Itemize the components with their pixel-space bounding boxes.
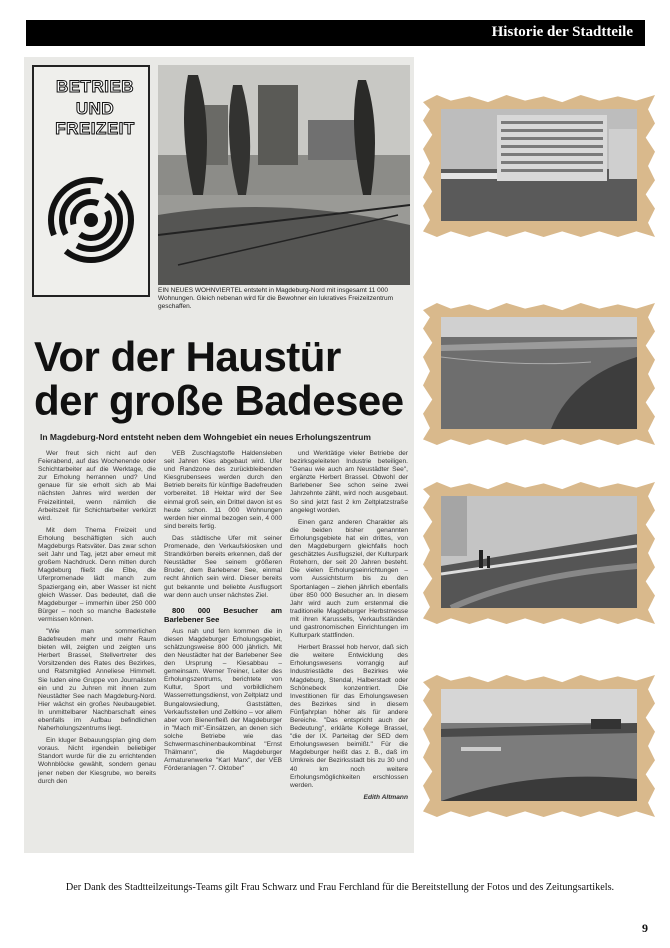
lakeshore-walk-image <box>441 496 637 608</box>
apartment-blocks-image <box>441 109 637 221</box>
paragraph: VEB Zuschlagstoffe Haldensleben seit Jahren Kies abgebaut wird. Ufer und Randzone des zurückbleibenden Kiesgrubensees werden durch den Betrieb bereits für künftige Badefreuden vorbereitet. 18 Hektar wird der See einmal groß sein, ein Drittel davon ist es heute schon. 11 000 Wohnungen werden hier einmal bezogen sein, 4 000 sind bereits fertig. <box>164 450 282 530</box>
headline-line-1: Vor der Haustür <box>34 333 341 380</box>
historic-photo <box>441 496 637 608</box>
paragraph: Wer freut sich nicht auf den Feierabend, auf das Wochenende oder Schichtarbeiter auf die Werktage, die zur Erholung herrannen und? Und genaue für sie erholt sich ab Mai nächsten Jahres wird werden der Freizeitinteil, wenn nämlich die Arbeitszeit für Schichtarbeiter verkürzt wird. <box>38 450 156 522</box>
logo-line-2: UND FREIZEIT <box>55 99 135 138</box>
article-column-1 <box>38 450 156 848</box>
photo-frame-2 <box>423 303 655 445</box>
paragraph: "Wie man sommerlichen Badefreuden mehr und mehr Raum bieten will, zeigten und zeigten uns Herbert Brassel, Stellvertreter des Vorsitzenden des Rates des Bezirkes, und Ratsmitglied Anneliese Himmelt. Sie luden eine Gruppe von Journalisten ein und zu Juhren mit ihnen zum Neustädter See nach Magdeburg-Nord. Hier wächst ein großes Neubaugebiet. In unmittelbarer Nachbarschaft eines ebenfalls im Aufbau befindlichen Naherholungszentrums liegt. <box>38 627 156 733</box>
paragraph: Ein kluger Bebauungsplan ging dem voraus. Nicht irgendein beliebiger Standort wurde für die zu errichtenden Wohnblöcke gewählt, sondern genau jener neben der Kiesgrube, wo bereits durch den <box>38 737 156 785</box>
credits-note: Der Dank des Stadtteilzeitungs-Teams gilt Frau Schwarz und Frau Ferchland für die Bereitstellung der Fotos und des Zeitungsartikels. <box>65 882 615 893</box>
newspaper-clipping <box>24 57 414 853</box>
photo-frame-4 <box>423 675 655 817</box>
historic-photo <box>441 689 637 801</box>
column-logo <box>32 65 150 297</box>
article-column-3 <box>290 450 408 848</box>
shore-excavators-image <box>441 689 637 801</box>
paragraph: Einen ganz anderen Charakter als die beiden bisher genannten Erholungsgebiete hat ein drittes, von den Magdeburgern gleichfalls hoch geschätztes Ausflugsziel, der Kulturpark Rotehorn, der seit 20 Jahren besteht. Die vielen Erholungseinrichtungen – vom Aussichtsturm bis zu den Sportanlagen – ziehen jährlich ebenfalls über 850 000 Besucher an. In diesem Jahr wird auch zum erstenmal die traditionelle Magdeburger Herbstmesse mit ihren Karussells, Verkaufsständen und gastronomischen Einrichtungen im Kulturpark stattfinden. <box>290 518 408 640</box>
photo-frame-3 <box>423 482 655 624</box>
logo-line-1: BETRIEB <box>55 77 135 96</box>
article-subtitle: In Magdeburg-Nord entsteht neben dem Wohngebiet ein neues Erholungszentrum <box>40 432 371 442</box>
author-signature: Edith Altmann <box>363 793 408 801</box>
paragraph: Herbert Brassel hob hervor, daß sich die weitere Entwicklung des Erholungswesens vorrangig auf Industriestädte des Bezirkes wie Magdeburg, Stendal, Halberstadt oder Schönebeck konzentriert. Die Investitionen für das Erholungswesen des Bezirkes sind in diesem Fünfjahrplan höher als für andere Bereiche. "Das entspricht auch der Bedeutung", erklärte Kollege Brassel, "die der IX. Parteitag der SED dem Erholungswesen beimißt." Für die Magdeburger heißt das z. B., daß im Umkreis der Bezirksstadt bis zu 30 und 40 km noch weitere Erholungsmöglichkeiten erschlossen werden. <box>290 644 408 789</box>
header-bar <box>26 20 645 46</box>
paragraph: Mit dem Thema Freizeit und Erholung beschäftigten sich auch Magdeburgs Ratsväter. Das zwar schon seit Jahr und Tag, jetzt aber erneut mit großem Nachdruck. Denn mitten durch Magdeburg fließt die Elbe, die Uferpromenade lädt manch zum Spaziergang ein, aber Wasser ist nicht gleich Wasser. Das bedeutet, daß die Magdeburger – immerhin über 250 000 Bürger – noch so manche Badestelle vermissen können. <box>38 526 156 623</box>
paragraph: und Werktätige vieler Betriebe der bezirksgeleiteten Industrie beteiligen. "Genau wie auch am Neustädter See", ergänzte Herbert Brassel. Obwohl der Barlebener See schon seine zwei Jahrzehnte zählt, wird noch ausgebaut. So sind jetzt fast 2 km Zeltplatzstraße angelegt worden. <box>290 450 408 514</box>
article-column-2 <box>164 450 282 848</box>
housing-lake-image <box>158 65 410 285</box>
section-title: Historie der Stadtteile <box>491 24 633 40</box>
historic-photo <box>441 109 637 221</box>
paragraph: Aus nah und fern kommen die in diesen Magdeburger Erholungsgebiet, schätzungsweise 800 000 jährlich. Mit den Neustädter hat der Barlebener See den Ursprung – Kiesabbau – gemeinsam. Werner Treiner, Leiter des Erholungszentrums, berichtete von Kultur, Sport und vorbildlichem Wasserrettungsdienst, von Zeltplatz und Bungalowsiedlung, Gaststätten, Verkaufsstellen und Zeltkino – vor allem aber vom Bienenfleiß der Magdeburger in "Mach mit"-Einsätzen, an denen sich solche Betriebe wie das Schwermaschinenbaukombinat "Ernst Thälmann", die Magdeburger Armaturenwerke "Karl Marx", der VEB Förderanlagen "7. Oktober" <box>164 627 282 773</box>
page-number: 9 <box>642 921 648 935</box>
gravel-lake-image <box>441 317 637 429</box>
hero-caption: EIN NEUES WOHNVIERTEL entsteht in Magdeburg-Nord mit insgesamt 11 000 Wohnungen. Gleich nebenan wird für die Bewohner ein lukratives Freizeitzentrum geschaffen. <box>158 287 394 310</box>
paragraph: Das städtische Ufer mit seiner Promenade, den Verkaufskiosken und Strandkörben bereits erkennen, daß der Neustädter See seinem größeren Bruder, dem Barlebener See, einmal recht ähnlich sein wird. Dieser bereits gut bekannte und beliebte Ausflugsort war denn auch unser nächstes Ziel. <box>164 534 282 599</box>
article-subheading: 800 000 Besucher am Barlebener See <box>164 605 282 624</box>
historic-photo <box>441 317 637 429</box>
photo-frame-1 <box>423 95 655 237</box>
headline-line-2: der große Badesee <box>34 377 404 424</box>
hero-photo <box>158 65 410 285</box>
concentric-rings-icon <box>48 177 134 263</box>
